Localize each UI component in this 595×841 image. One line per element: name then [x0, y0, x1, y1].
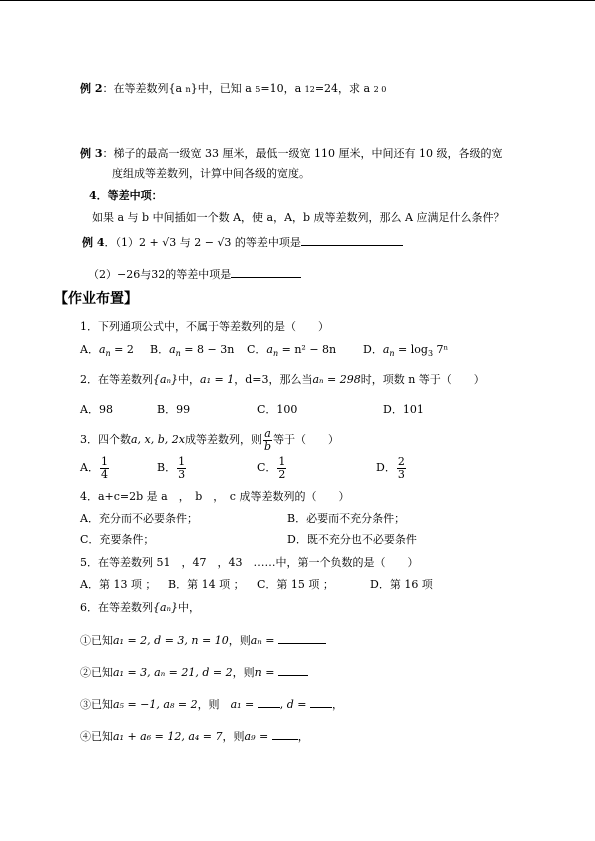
question-6-item-1: ①已知a₁ = 2, d = 3, n = 10，则aₙ =: [80, 632, 326, 648]
q2-option-d: D．101: [383, 403, 424, 416]
q5-option-a: A．第 13 项 ；: [80, 578, 157, 591]
question-2-stem: 2．在等差数列{aₙ}中，a₁ = 1，d=3，那么当aₙ = 298时，项数 n 等于（ ）: [80, 373, 485, 386]
question-5-stem: 5．在等差数列 51 ，47 ，43 ……中，第一个负数的是（ ）: [80, 556, 419, 569]
q3-option-a: A． $\frac{1}{4}$: [80, 454, 108, 481]
q1-option-d: D．$a_n = \log_3 7^n$: [363, 343, 449, 359]
top-rule: [0, 0, 595, 1]
question-6-item-3: ③已知a₅ = −1, a₈ = 2，则 a₁ = , d = ，: [80, 698, 344, 711]
question-6-item-2: ②已知a₁ = 3, aₙ = 21, d = 2，则n =: [80, 664, 308, 680]
q4-option-c: C．充要条件；: [80, 533, 155, 546]
q2-option-b: B．99: [157, 403, 191, 416]
answer-blank[interactable]: [231, 266, 301, 278]
section-4-text: 如果 a 与 b 中间插如一个数 A，使 a，A，b 成等差数列，那么 A 应满足什么条件？: [92, 211, 505, 224]
homework-title: 【作业布置】: [54, 291, 138, 307]
q3-option-c: C． $\frac{1}{2}$: [257, 454, 286, 481]
question-1-stem: 1．下列通项公式中，不属于等差数列的是（ ）: [80, 320, 329, 333]
q3-option-b: B． $\frac{1}{3}$: [157, 454, 186, 481]
q5-option-b: B．第 14 项 ；: [168, 578, 245, 591]
q2-option-a: A．98: [80, 403, 113, 416]
question-6-stem: 6．在等差数列{aₙ}中，: [80, 601, 201, 614]
example-3-line2: 度组成等差数列，计算中间各级的宽度。: [112, 167, 310, 180]
section-4-heading: 4．等差中项：: [89, 189, 163, 202]
answer-blank[interactable]: [272, 728, 298, 740]
example-3-line1: 例 3：梯子的最高一级宽 33 厘米，最低一级宽 110 厘米，中间还有 10 级，各级的宽: [80, 147, 503, 160]
answer-blank[interactable]: [310, 696, 332, 708]
answer-blank[interactable]: [278, 632, 326, 644]
answer-blank[interactable]: [301, 234, 403, 246]
answer-blank[interactable]: [278, 664, 308, 676]
question-4-stem: 4．a+c=2b 是 a ， b ， c 成等差数列的（ ）: [80, 490, 350, 503]
q5-option-c: C．第 15 项 ；: [257, 578, 334, 591]
q4-option-d: D．既不充分也不必要条件: [287, 533, 417, 546]
q1-option-a: A．$a_n = 2$: [80, 343, 134, 359]
example-4-part1: 例 4．（1）2 + √3 与 2 − √3 的等差中项是: [82, 234, 403, 250]
answer-blank[interactable]: [258, 696, 280, 708]
example-2-label: 例 2: [80, 82, 103, 95]
q1-option-b: B．$a_n = 8 - 3n$: [150, 343, 235, 359]
q4-option-b: B．必要而不充分条件；: [287, 512, 406, 525]
q3-option-d: D． $\frac{2}{3}$: [376, 454, 405, 481]
question-3-stem: 3．四个数a, x, b, 2x成等差数列，则 $\frac{a}{b}$ 等于（ ）: [80, 426, 340, 453]
q2-option-c: C．100: [257, 403, 298, 416]
q5-option-d: D．第 16 项: [370, 578, 433, 591]
example-4-part2: （2）−26与32的等差中项是: [88, 266, 301, 282]
question-6-item-4: ④已知a₁ + a₆ = 12, a₄ = 7，则a₉ = ，: [80, 730, 309, 743]
q1-option-c: C．$a_n = n^2 - 8n$: [247, 343, 337, 359]
q4-option-a: A．充分而不必要条件；: [80, 512, 198, 525]
example-2: 例 2：在等差数列{a n}中，已知 a 5=10，a 12=24，求 a 2 0: [80, 82, 387, 95]
